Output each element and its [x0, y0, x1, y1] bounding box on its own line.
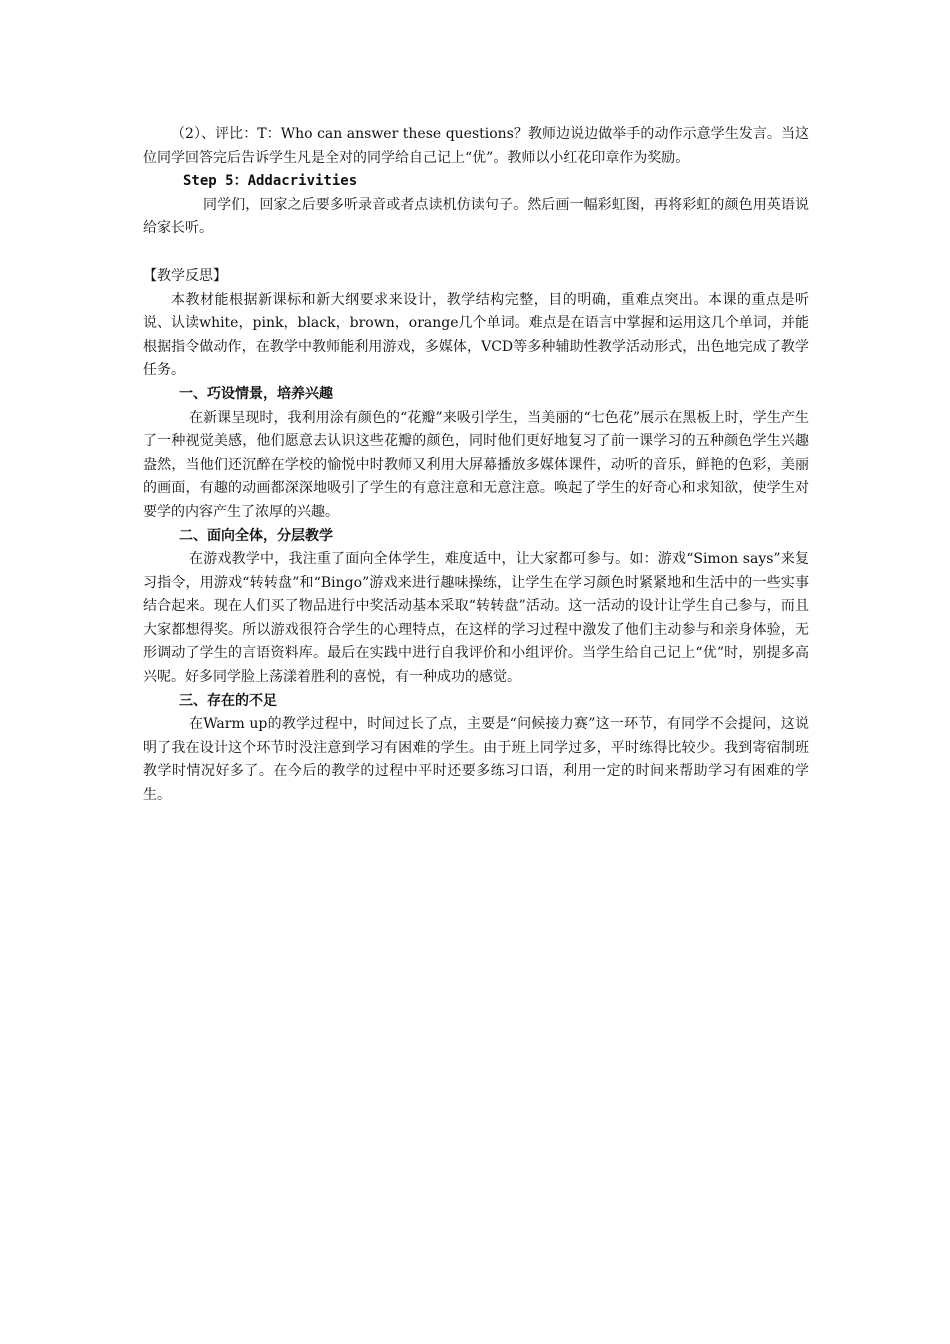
section2-heading: 二、面向全体，分层教学	[179, 527, 333, 544]
section1-heading: 一、巧设情景，培养兴趣	[179, 385, 333, 402]
step5-heading: Step 5：Addacrivities	[183, 173, 358, 190]
blank-line	[143, 241, 809, 265]
reflection-intro-paragraph: 本教材能根据新课标和新大纲要求来设计，教学结构完整，目的明确，重难点突出。本课的重点是听说、认读white，pink，black，brown，orange几个单词。难点是在语言中掌握和运用这几个单词，并能根据指令做动作，在教学中教师能利用游戏，多媒体，VCD等多种辅助性教学活动形式，出色地完成了教学任务。	[143, 291, 809, 379]
evaluation-paragraph: （2）、评比：T：Who can answer these questions？教师边说边做举手的动作示意学生发言。当这位同学回答完后告诉学生凡是全对的同学给自己记上“优”。教师以小红花印章作为奖励。	[143, 126, 809, 166]
homework-paragraph: 同学们，回家之后要多听录音或者点读机仿读句子。然后画一幅彩虹图，再将彩虹的颜色用英语说给家长听。	[143, 196, 809, 237]
section3-heading: 三、存在的不足	[179, 692, 277, 709]
document-page	[143, 123, 809, 808]
section2-paragraph: 在游戏教学中，我注重了面向全体学生，难度适中，让大家都可参与。如：游戏“Simon says”来复习指令，用游戏“转转盘”和“Bingo”游戏来进行趣味操练，让学生在学习颜色时紧紧地和生活中的一些实事结合起来。现在人们买了物品进行中奖活动基本采取“转转盘”活动。这一活动的设计让学生自己参与，而且大家都想得奖。所以游戏很符合学生的心理特点，在这样的学习过程中激发了他们主动参与和亲身体验，无形调动了学生的言语资料库。最后在实践中进行自我评价和小组评价。当学生给自己记上“优”时，别提多高兴呢。好多同学脸上荡漾着胜利的喜悦，有一种成功的感觉。	[143, 551, 809, 686]
section3-paragraph: 在Warm up的教学过程中，时间过长了点，主要是“问候接力赛”这一环节，有同学不会提问，这说明了我在设计这个环节时没注意到学习有困难的学生。由于班上同学过多，平时练得比较少。我到寄宿制班教学时情况好多了。在今后的教学的过程中平时还要多练习口语，利用一定的时间来帮助学习有困难的学生。	[143, 716, 809, 804]
section1-paragraph: 在新课呈现时，我利用涂有颜色的“花瓣”来吸引学生，当美丽的“七色花”展示在黑板上时，学生产生了一种视觉美感，他们愿意去认识这些花瓣的颜色，同时他们更好地复习了前一课学习的五种颜色学生兴趣盎然，当他们还沉醉在学校的愉悦中时教师又利用大屏幕播放多媒体课件，动听的音乐，鲜艳的色彩，美丽的画面，有趣的动画都深深地吸引了学生的有意注意和无意注意。唤起了学生的好奇心和求知欲，使学生对要学的内容产生了浓厚的兴趣。	[143, 409, 809, 520]
reflection-title: 【教学反思】	[143, 267, 227, 284]
